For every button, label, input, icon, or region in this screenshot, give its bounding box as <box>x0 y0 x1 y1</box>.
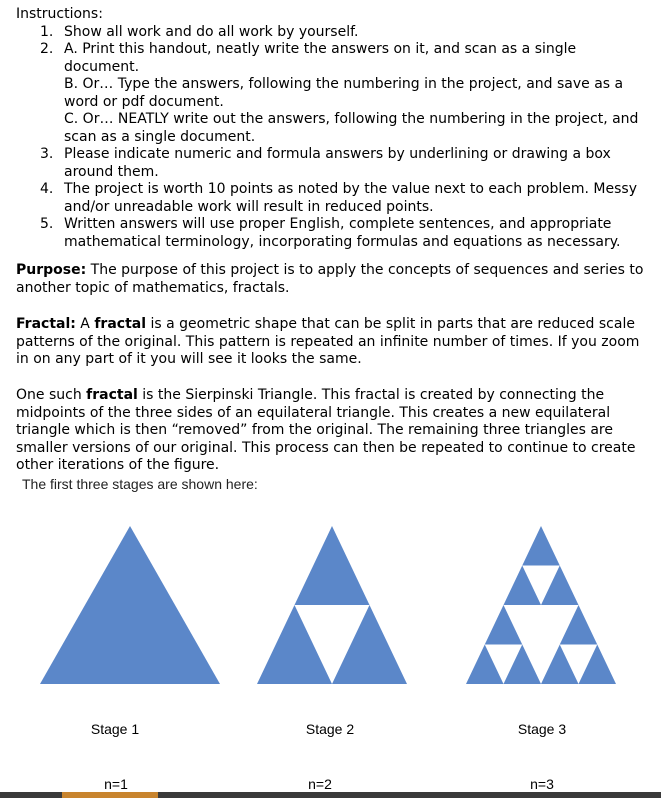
triangle <box>504 566 542 606</box>
triangle <box>560 605 598 645</box>
sierpinski-stage-1 <box>40 524 220 688</box>
instruction-item: 5. Written answers will use proper English, complete sentences, and appropriate mathematical terminology, incorporating formulas and equations as necessary. <box>40 216 621 250</box>
triangle <box>522 526 560 566</box>
triangle <box>466 645 504 685</box>
triangle <box>295 526 370 605</box>
triangle <box>257 605 332 684</box>
instructions-section <box>16 6 644 251</box>
stage-label: Stage 1 <box>90 721 140 737</box>
stage-label: Stage 3 <box>517 721 567 737</box>
triangle <box>485 605 523 645</box>
sierpinski-stage-2 <box>257 524 407 688</box>
triangle <box>541 645 579 685</box>
stages-intro: The first three stages are shown here: <box>22 476 258 492</box>
stage-n-label: n=3 <box>530 776 554 792</box>
fractal-label: Fractal: <box>16 316 76 332</box>
purpose-paragraph: Purpose: The purpose of this project is to apply the concepts of sequences and series to another topic of mathematics, fractals. <box>16 262 644 296</box>
instructions-list <box>16 24 644 252</box>
triangle <box>541 566 579 606</box>
instruction-item: 1. Show all work and do all work by yourself. <box>40 23 359 40</box>
instruction-item: 3. Please indicate numeric and formula answers by underlining or drawing a box around them. <box>40 146 611 180</box>
page-bottom-accent <box>62 792 158 798</box>
stage-n-label: n=1 <box>104 776 128 792</box>
triangle <box>579 645 617 685</box>
instruction-item: 4. The project is worth 10 points as noted by the value next to each problem. Messy and/or unreadable work will result in reduced points. <box>40 181 637 215</box>
fractal-paragraph: Fractal: A fractal is a geometric shape that can be split in parts that are reduced scale patterns of the original. This pattern is repeated an infinite number of times. If you zoom in on any part of it you will see it looks the same. <box>16 316 640 367</box>
triangle <box>332 605 407 684</box>
instruction-item: 2. A. Print this handout, neatly write the answers on it, and scan as a single document. B. Or… Type the answers, following the numbering in the project, and save as a word or pdf document. C. Or… NEATLY write out the answers, following the numbering in the project, and scan as a single document. <box>40 41 639 145</box>
sierpinski-paragraph: One such fractal is the Sierpinski Triangle. This fractal is created by connecting the midpoints of the three sides of an equilateral triangle. This creates a new equilateral triangle which is then “removed” from the original. The remaining three triangles are smaller versions of our original. This process can then be repeated to continue to create other iterations of the figure. <box>16 387 636 473</box>
stage-n-label: n=2 <box>308 776 332 792</box>
triangle <box>504 645 542 685</box>
stage-label: Stage 2 <box>305 721 355 737</box>
instructions-title: Instructions: <box>16 6 103 22</box>
purpose-label: Purpose: <box>16 262 87 278</box>
sierpinski-stage-3 <box>466 524 616 688</box>
triangle <box>40 526 220 684</box>
